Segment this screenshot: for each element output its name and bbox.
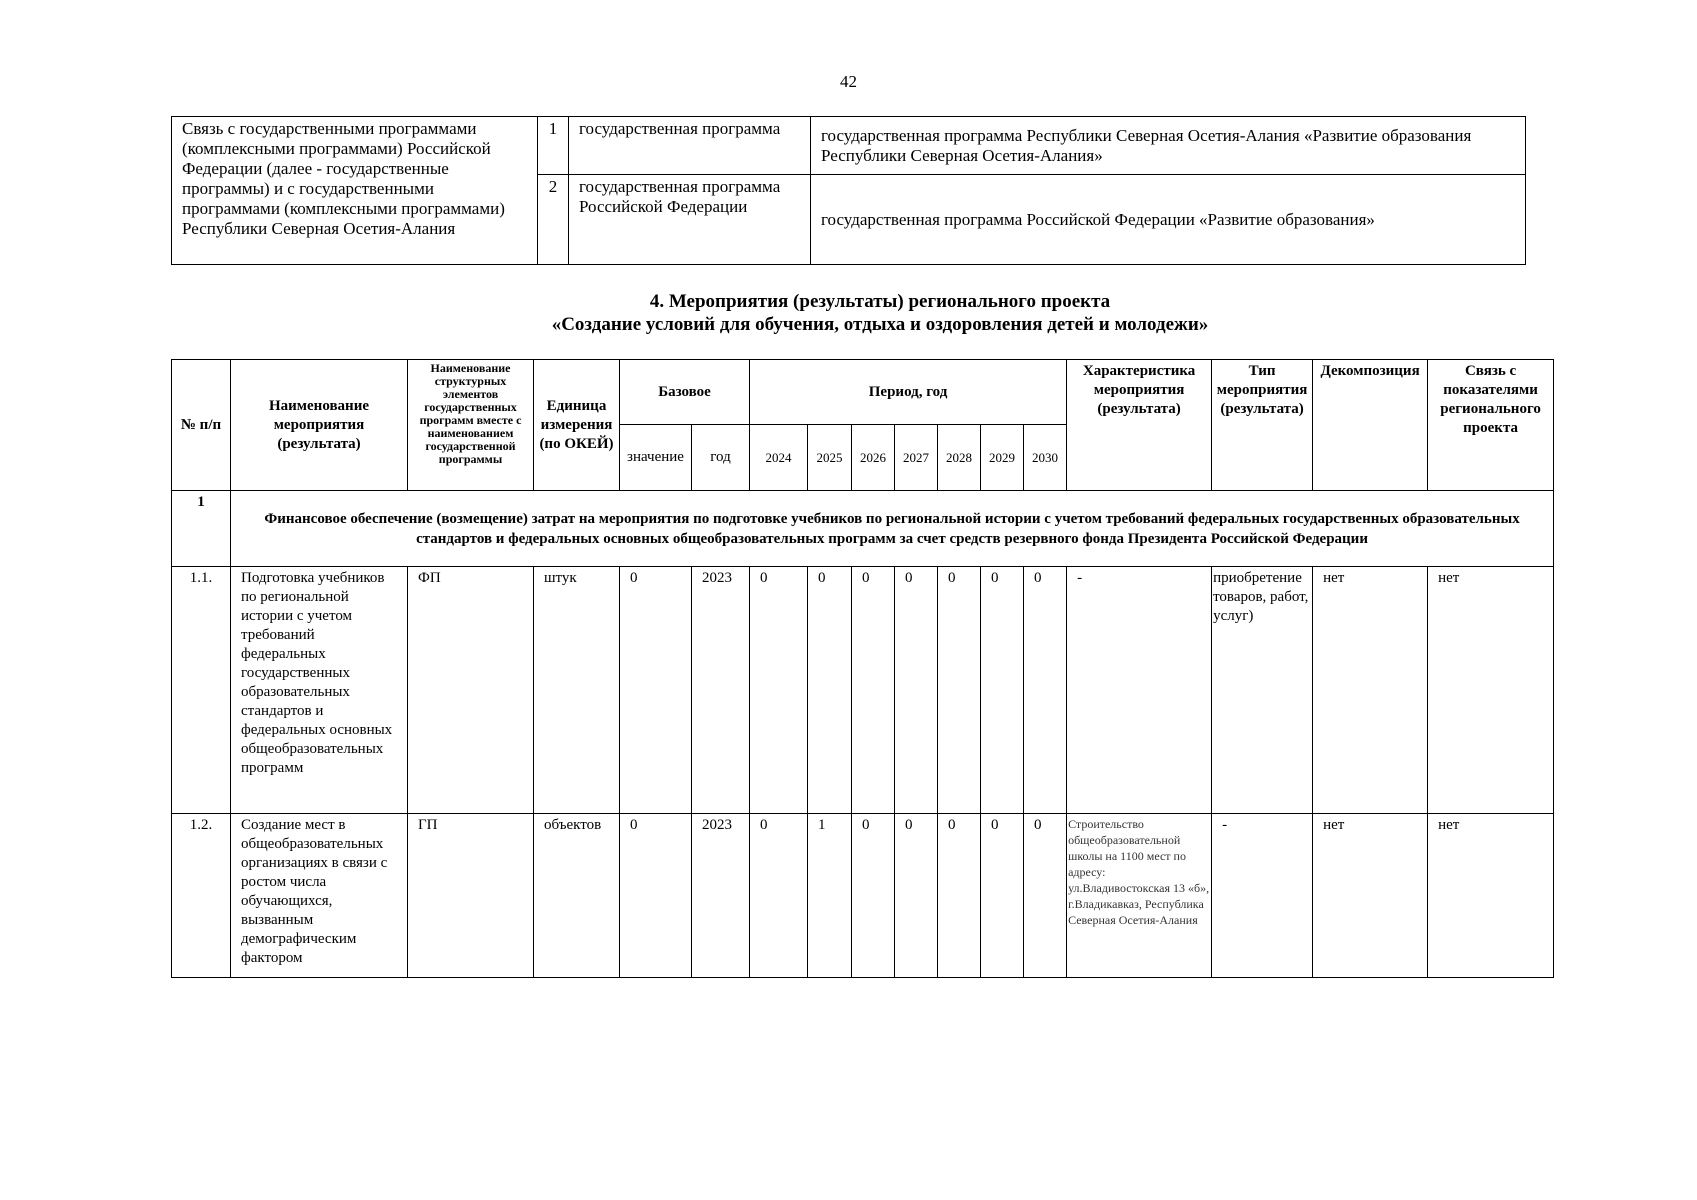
header-year-2028: 2028 <box>938 425 981 491</box>
header-year-2030: 2030 <box>1024 425 1067 491</box>
page-number: 42 <box>840 72 857 91</box>
row-year-2030: 0 <box>1024 567 1067 814</box>
row-unit: штук <box>534 567 620 814</box>
row-struct: ФП <box>408 567 534 814</box>
section-row <box>172 491 1554 567</box>
row-name: Создание мест в общеобразовательных организациях в связи с ростом числа обучающихся, вызванным демографическим фактором <box>231 814 408 978</box>
row-characteristic: Строительство общеобразовательной школы на 1100 мест по адресу: ул.Владивостокская 13 «б», г.Владикавказ, Республика Северная Осетия-Алания <box>1067 814 1212 978</box>
events-table <box>171 359 1554 978</box>
row-year-2025: 1 <box>808 814 852 978</box>
header-unit: Единица измерения (по ОКЕЙ) <box>534 360 620 491</box>
row-base-value: 0 <box>620 814 692 978</box>
row-base-value: 0 <box>620 567 692 814</box>
header-year-2029: 2029 <box>981 425 1024 491</box>
header-base-year: год <box>692 425 750 491</box>
row-base-year: 2023 <box>692 814 750 978</box>
row-year-2024: 0 <box>750 814 808 978</box>
header-year-2024: 2024 <box>750 425 808 491</box>
program-links-label: Связь с государственными программами (комплексными программами) Российской Федерации (далее - государственные программы) и с государственными программами (комплексными программами) Республики Северная Осетия-Алания <box>172 117 538 265</box>
header-year-2025: 2025 <box>808 425 852 491</box>
header-year-2027: 2027 <box>895 425 938 491</box>
row-link: нет <box>1428 567 1554 814</box>
header-characteristic: Характеристика мероприятия (результата) <box>1067 360 1212 491</box>
header-row <box>172 360 1554 425</box>
row-year-2026: 0 <box>852 814 895 978</box>
header-link: Связь с показателями регионального проекта <box>1428 360 1554 491</box>
program-link-program: государственная программа Республики Северная Осетия-Алания «Развитие образования Республики Северная Осетия-Алания» <box>811 117 1526 175</box>
row-link: нет <box>1428 814 1554 978</box>
program-link-row <box>172 117 1526 175</box>
row-num: 1.2. <box>172 814 231 978</box>
section-title-line2: «Создание условий для обучения, отдыха и оздоровления детей и молодежи» <box>551 314 1209 335</box>
program-link-program: государственная программа Российской Федерации «Развитие образования» <box>811 175 1526 265</box>
row-decomposition: нет <box>1313 814 1428 978</box>
header-name: Наименование мероприятия (результата) <box>231 360 408 491</box>
section-row-text: Финансовое обеспечение (возмещение) затрат на мероприятия по подготовке учебников по региональной истории с учетом требований федеральных государственных образовательных стандартов и федеральных основных общеобразовательных программ за счет средств резервного фонда Президента Российской Федерации <box>231 491 1554 567</box>
row-year-2028: 0 <box>938 814 981 978</box>
row-year-2029: 0 <box>981 814 1024 978</box>
row-name: Подготовка учебников по региональной истории с учетом требований федеральных государственных образовательных стандартов и федеральных основных общеобразовательных программ <box>231 567 408 814</box>
row-year-2030: 0 <box>1024 814 1067 978</box>
section-row-num: 1 <box>172 491 231 567</box>
program-link-num: 1 <box>538 117 569 175</box>
header-num: № п/п <box>172 360 231 491</box>
row-unit: объектов <box>534 814 620 978</box>
row-type: - <box>1212 814 1313 978</box>
header-base: Базовое <box>620 360 750 425</box>
row-num: 1.1. <box>172 567 231 814</box>
row-year-2024: 0 <box>750 567 808 814</box>
table-row <box>172 567 1554 814</box>
row-decomposition: нет <box>1313 567 1428 814</box>
header-struct: Наименование структурных элементов государственных программ вместе с наименованием государственной программы <box>408 360 534 491</box>
program-link-type: государственная программа <box>569 117 811 175</box>
program-links-table <box>171 116 1526 265</box>
header-year-2026: 2026 <box>852 425 895 491</box>
row-struct: ГП <box>408 814 534 978</box>
header-period: Период, год <box>750 360 1067 425</box>
row-year-2029: 0 <box>981 567 1024 814</box>
table-row <box>172 814 1554 978</box>
program-link-num: 2 <box>538 175 569 265</box>
row-type: приобретение товаров, работ, услуг) <box>1212 567 1313 814</box>
section-title-line1: 4. Мероприятия (результаты) регионального проекта <box>649 291 1111 312</box>
row-year-2026: 0 <box>852 567 895 814</box>
header-type: Тип мероприятия (результата) <box>1212 360 1313 491</box>
program-link-type: государственная программа Российской Федерации <box>569 175 811 265</box>
header-base-value: значение <box>620 425 692 491</box>
row-year-2028: 0 <box>938 567 981 814</box>
row-year-2027: 0 <box>895 814 938 978</box>
header-decomposition: Декомпозиция <box>1313 360 1428 491</box>
row-base-year: 2023 <box>692 567 750 814</box>
row-year-2027: 0 <box>895 567 938 814</box>
row-characteristic: - <box>1067 567 1212 814</box>
row-year-2025: 0 <box>808 567 852 814</box>
section-title <box>0 290 1697 336</box>
